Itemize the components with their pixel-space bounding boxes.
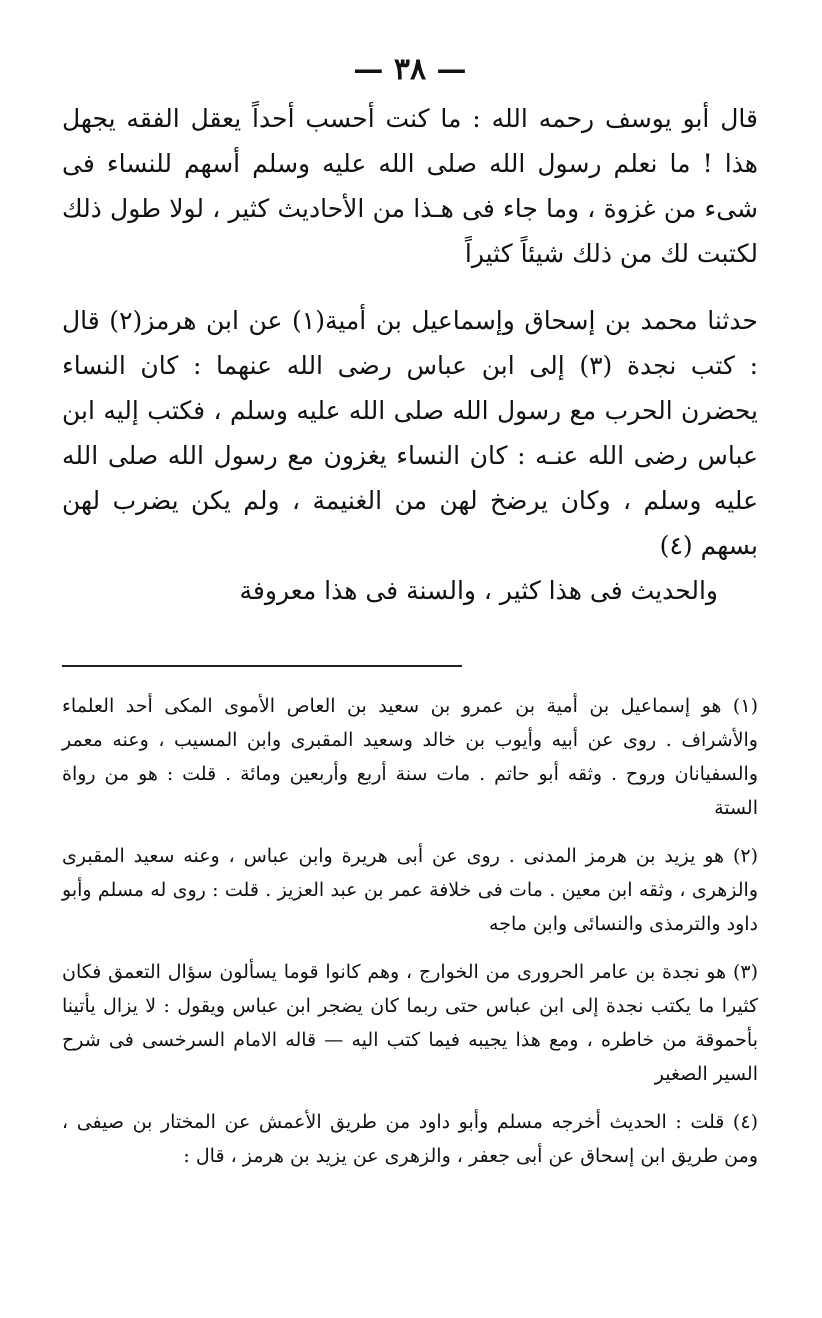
footnote-4: (٤) قلت : الحديث أخرجه مسلم وأبو داود من طريق الأعمش عن المختار بن صيفى ، ومن طريق ابن إسحاق عن أبى جعفر ، والزهرى عن يزيد بن هرمز ، قال :: [62, 1111, 758, 1167]
footnote-3: (٣) هو نجدة بن عامر الحرورى من الخوارج ، وهم كانوا قوما يسألون سؤال التعمق فكان كثيرا ما يكتب نجدة إلى ابن عباس حتى ربما كان يضجر ابن عباس ويقول : لا يزال يأتينا بأحموقة من خاطره ، ومع هذا يجيبه فيما كتب اليه — قاله الامام السرخسى فى شرح السير الصغير: [62, 961, 758, 1085]
footnote-separator: [62, 665, 462, 667]
paragraph-conclusion: والحديث فى هذا كثير ، والسنة فى هذا معروفة: [239, 576, 718, 605]
page-number: — ٣٨ —: [353, 52, 467, 87]
book-page: [62, 48, 758, 1187]
paragraph-hadith-ibn-abbas: حدثنا محمد بن إسحاق وإسماعيل بن أمية(١) عن ابن هرمز(٢) قال : كتب نجدة (٣) إلى ابن عباس رضى الله عنهما : كان النساء يحضرن الحرب مع رسول الله صلى الله عليه وسلم ، فكتب إليه ابن عباس رضى الله عنـه : كان النساء يغزون مع رسول الله صلى الله عليه وسلم ، وكان يرضخ لهن من الغنيمة ، ولم يكن يضرب لهن بسهم (٤): [62, 306, 758, 560]
footnotes: [62, 689, 758, 1173]
paragraph-abu-yusuf: قال أبو يوسف رحمه الله : ما كنت أحسب أحداً يعقل الفقه يجهل هذا ! ما نعلم رسول الله صلى الله عليه وسلم أسهم للنساء فى شىء من غزوة ، وما جاء فى هـذا من الأحاديث كثير ، لولا طول ذلك لكتبت لك من ذلك شيئاً كثيراً: [62, 104, 758, 268]
footnote-2: (٢) هو يزيد بن هرمز المدنى . روى عن أبى هريرة وابن عباس ، وعنه سعيد المقبرى والزهرى ، وثقه ابن معين . مات فى خلافة عمر بن عبد العزيز . قلت : روى له مسلم وأبو داود والترمذى والنسائى وابن ماجه: [62, 845, 758, 935]
footnote-1: (١) هو إسماعيل بن أمية بن عمرو بن سعيد بن العاص الأموى المكى أحد العلماء والأشراف . روى عن أبيه وأيوب بن خالد وسعيد المقبرى وابن المسيب ، وعنه معمر والسفيانان وروح . وثقه أبو حاتم . مات سنة أربع وأربعين ومائة . قلت : هو من رواة الستة: [62, 695, 758, 819]
main-text: [62, 96, 758, 613]
